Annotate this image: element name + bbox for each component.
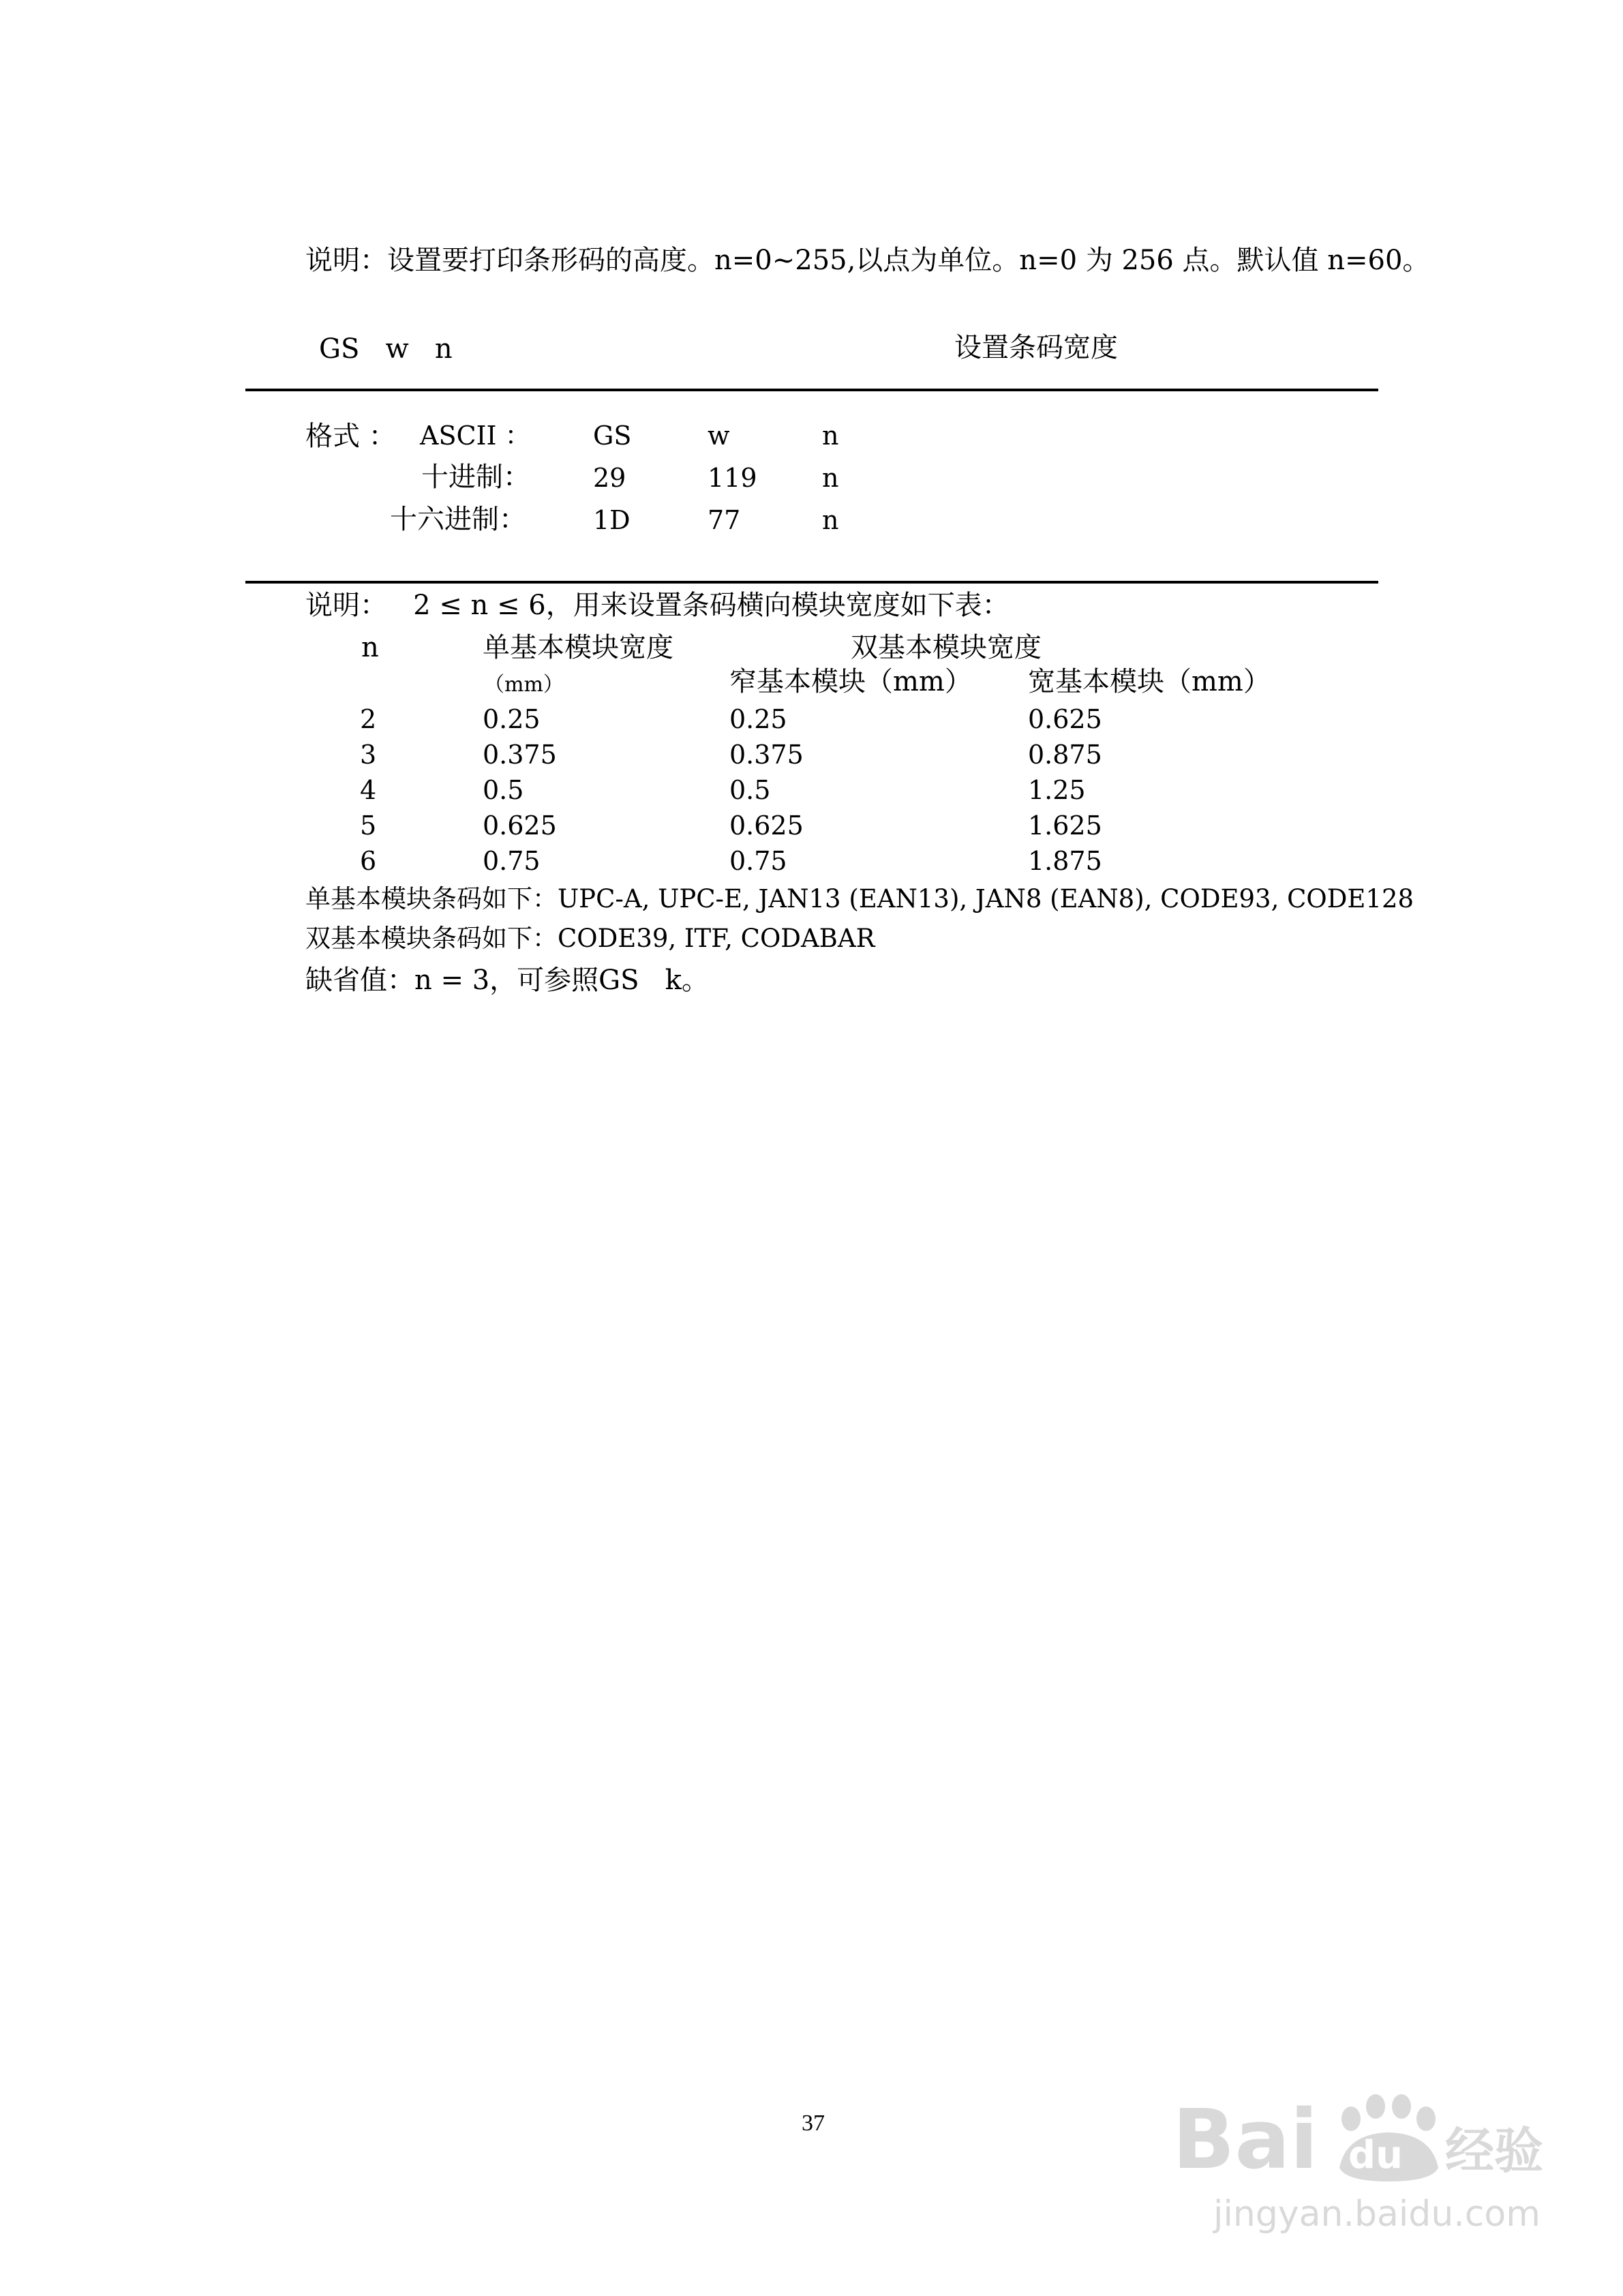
baidu-jingyan-watermark	[1172, 2079, 1554, 2250]
command-syntax: GS w n	[319, 333, 453, 365]
table-row-single: 0.25	[483, 704, 541, 734]
watermark-url: jingyan.baidu.com	[1213, 2194, 1541, 2235]
format-hex-c3: n	[822, 505, 839, 535]
table-header-single-unit: （mm）	[484, 673, 564, 697]
command-title: 设置条码宽度	[954, 332, 1118, 363]
height-description: 说明：设置要打印条形码的高度。n=0~255,以点为单位。n=0 为 256 点。默认值 n=60。	[305, 245, 1430, 276]
format-ascii-c3: n	[822, 421, 839, 451]
format-hex-label: 十六进制：	[390, 504, 526, 535]
table-row-single: 0.625	[483, 811, 557, 841]
format-label: 格式 ：	[305, 421, 396, 452]
table-header-narrow: 窄基本模块（mm）	[729, 666, 972, 697]
table-header-wide: 宽基本模块（mm）	[1028, 666, 1271, 697]
table-row-single: 0.5	[483, 775, 524, 805]
format-dec-c1: 29	[593, 463, 626, 493]
header-divider	[245, 389, 1378, 391]
table-row-single: 0.375	[483, 740, 557, 770]
table-row-n: 4	[360, 775, 377, 805]
table-row-n: 2	[360, 704, 377, 734]
table-row-wide: 1.625	[1028, 811, 1102, 841]
table-row-n: 3	[360, 740, 377, 770]
table-row-narrow: 0.375	[729, 740, 804, 770]
table-row-narrow: 0.625	[729, 811, 804, 841]
table-header-n: n	[361, 632, 379, 663]
format-ascii-c1: GS	[593, 421, 632, 451]
double-module-codes: 双基本模块条码如下：CODE39, ITF, CODABAR	[305, 924, 875, 953]
format-dec-c2: 119	[708, 463, 757, 493]
table-header-single: 单基本模块宽度	[483, 632, 673, 663]
format-ascii-label: ASCII ：	[420, 421, 531, 451]
table-row-n: 6	[360, 846, 377, 876]
watermark-brand: Bai	[1172, 2093, 1318, 2188]
table-row-wide: 1.875	[1028, 846, 1102, 876]
format-divider	[245, 581, 1378, 584]
table-row-wide: 0.625	[1028, 704, 1102, 734]
format-ascii-c2: w	[708, 421, 730, 451]
table-row-single: 0.75	[483, 846, 541, 876]
format-hex-c1: 1D	[593, 505, 631, 535]
svg-text:du: du	[1348, 2133, 1403, 2177]
page-number: 37	[802, 2111, 825, 2136]
watermark-brand-cn: 经验	[1445, 2122, 1544, 2179]
default-value: 缺省值：n = 3，可参照GS k。	[305, 965, 709, 996]
single-module-codes: 单基本模块条码如下：UPC-A, UPC-E, JAN13 (EAN13), JAN8 (EAN8), CODE93, CODE128	[305, 884, 1414, 913]
table-row-wide: 0.875	[1028, 740, 1102, 770]
table-row-narrow: 0.25	[729, 704, 787, 734]
table-row-narrow: 0.75	[729, 846, 787, 876]
format-dec-label: 十进制：	[421, 462, 530, 493]
table-row-wide: 1.25	[1028, 775, 1086, 805]
table-header-double: 双基本模块宽度	[851, 632, 1042, 663]
format-dec-c3: n	[822, 463, 839, 493]
table-row-n: 5	[360, 811, 377, 841]
table-row-narrow: 0.5	[729, 775, 771, 805]
width-description: 说明： 2 ≤ n ≤ 6，用来设置条码横向模块宽度如下表：	[305, 590, 1010, 621]
format-hex-c2: 77	[708, 505, 741, 535]
